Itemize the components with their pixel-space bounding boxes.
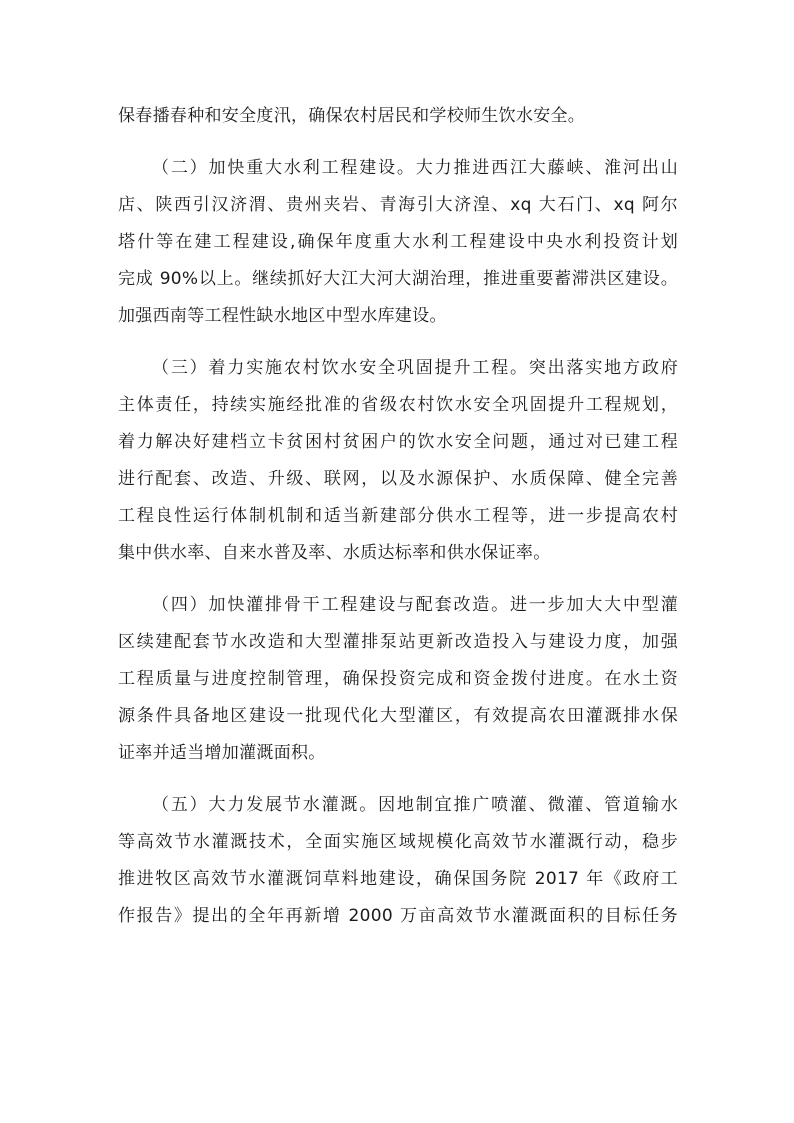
text-line: 店、陕西引汉济渭、贵州夹岩、青海引大济湟、xq 大石门、xq 阿尔 <box>118 195 678 215</box>
text-line: （三）着力实施农村饮水安全巩固提升工程。突出落实地方政府 <box>152 358 678 378</box>
paragraph-irrigation-drainage <box>118 587 678 772</box>
text-line: 工程良性运行体制机制和适当新建部分供水工程等，进一步提高农村 <box>118 506 678 526</box>
document-body <box>118 98 678 935</box>
text-line: 加强西南等工程性缺水地区中型水库建设。 <box>118 306 447 326</box>
text-line: 主体责任，持续实施经批准的省级农村饮水安全巩固提升工程规划， <box>118 395 678 415</box>
paragraph-continuation <box>118 98 678 135</box>
text-line: （四）加快灌排骨干工程建设与配套改造。进一步加大大中型灌 <box>152 595 678 615</box>
paragraph-water-saving-irrigation <box>118 787 678 935</box>
text-line: 推进牧区高效节水灌溉饲草料地建设，确保国务院 2017 年《政府工 <box>118 869 678 889</box>
text-line: （五）大力发展节水灌溉。因地制宜推广喷灌、微灌、管道输水 <box>152 795 678 815</box>
text-line: 着力解决好建档立卡贫困村贫困户的饮水安全问题，通过对已建工程 <box>118 432 678 452</box>
text-line: 证率并适当增加灌溉面积。 <box>118 743 326 763</box>
text-line: 完成 90%以上。继续抓好大江大河大湖治理，推进重要蓄滞洪区建设。 <box>118 269 678 289</box>
text-line: 保春播春种和安全度汛，确保农村居民和学校师生饮水安全。 <box>118 106 586 126</box>
text-line: 集中供水率、自来水普及率、水质达标率和供水保证率。 <box>118 543 551 563</box>
paragraph-major-projects <box>118 150 678 335</box>
text-line: 进行配套、改造、升级、联网，以及水源保护、水质保障、健全完善 <box>118 469 678 489</box>
text-line: 工程质量与进度控制管理，确保投资完成和资金拨付进度。在水土资 <box>118 669 678 689</box>
text-line: 区续建配套节水改造和大型灌排泵站更新改造投入与建设力度，加强 <box>118 632 678 652</box>
paragraph-rural-water <box>118 350 678 572</box>
text-line: （二）加快重大水利工程建设。大力推进西江大藤峡、淮河出山 <box>152 158 678 178</box>
text-line: 源条件具备地区建设一批现代化大型灌区，有效提高农田灌溉排水保 <box>118 706 678 726</box>
text-line: 作报告》提出的全年再新增 2000 万亩高效节水灌溉面积的目标任务 <box>118 906 678 926</box>
text-line: 等高效节水灌溉技术，全面实施区域规模化高效节水灌溉行动，稳步 <box>118 832 678 852</box>
text-line: 塔什等在建工程建设,确保年度重大水利工程建设中央水利投资计划 <box>118 232 678 252</box>
